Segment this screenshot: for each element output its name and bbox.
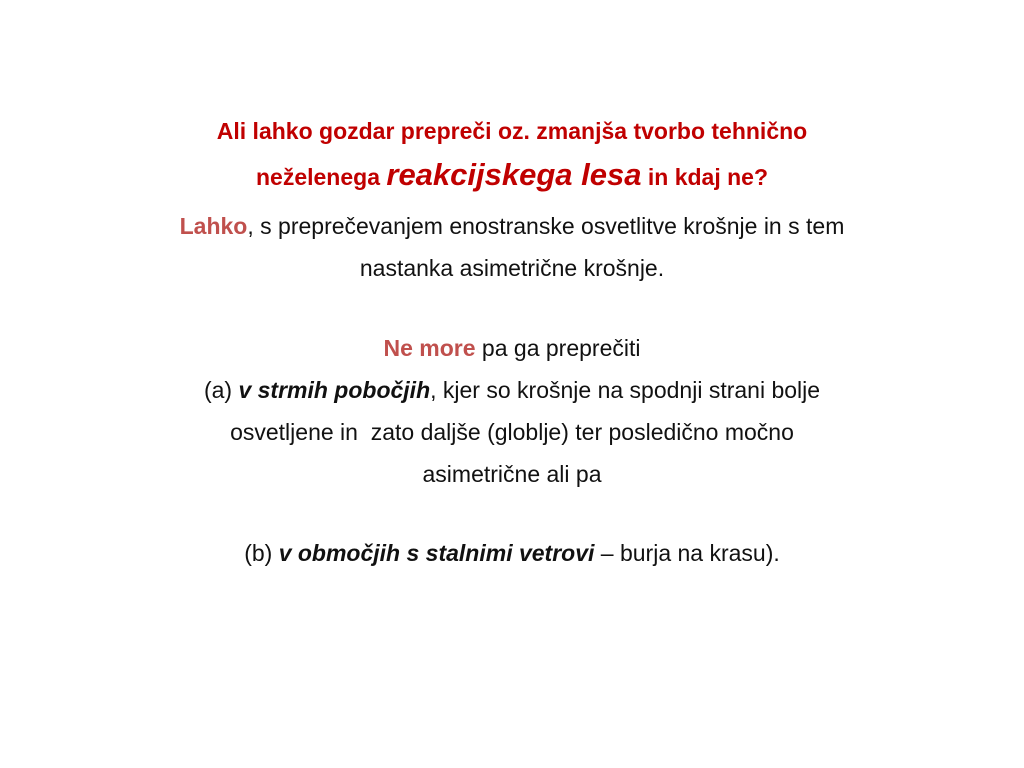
answer-no: [40, 327, 984, 495]
point-a-text-2: osvetljene in zato daljše (globlje) ter posledično močno: [230, 419, 794, 445]
point-b-emphasis: v območjih s stalnimi vetrovi: [278, 540, 595, 566]
point-b-prefix: (b): [244, 540, 279, 566]
point-a-prefix: (a): [203, 377, 239, 403]
answer-no-rest: pa ga preprečiti: [475, 335, 641, 361]
point-a-text-3: asimetrične ali pa: [422, 461, 602, 487]
answer-yes-line-1: [40, 205, 984, 247]
point-b-line: [40, 532, 984, 574]
answer-no-line-1: [40, 327, 984, 369]
point-a-line-1: [40, 369, 984, 411]
question-heading: [40, 109, 984, 199]
point-a-line-3: [40, 453, 984, 495]
question-text-1: Ali lahko gozdar prepreči oz. zmanjša tvorbo tehnično: [216, 118, 808, 144]
question-emphasis: reakcijskega lesa: [386, 157, 642, 192]
answer-yes-rest: , s preprečevanjem enostranske osvetlitve krošnje in s tem: [247, 213, 845, 239]
point-a-line-2: [40, 411, 984, 453]
point-b: [40, 532, 984, 574]
answer-yes: [40, 205, 984, 289]
point-a-emphasis: v strmih pobočjih: [238, 377, 431, 403]
question-text-2-start: neželenega: [255, 164, 387, 190]
question-line-2: [40, 153, 984, 199]
question-text-2-end: in kdaj ne?: [641, 164, 769, 190]
answer-yes-keyword: Lahko: [179, 213, 248, 239]
point-a-rest: , kjer so krošnje na spodnji strani bolje: [430, 377, 821, 403]
answer-yes-line-2: [40, 247, 984, 289]
question-line-1: [40, 109, 984, 153]
point-b-rest: – burja na krasu).: [594, 540, 780, 566]
answer-yes-text-2: nastanka asimetrične krošnje.: [359, 255, 665, 281]
answer-no-keyword: Ne more: [383, 335, 476, 361]
